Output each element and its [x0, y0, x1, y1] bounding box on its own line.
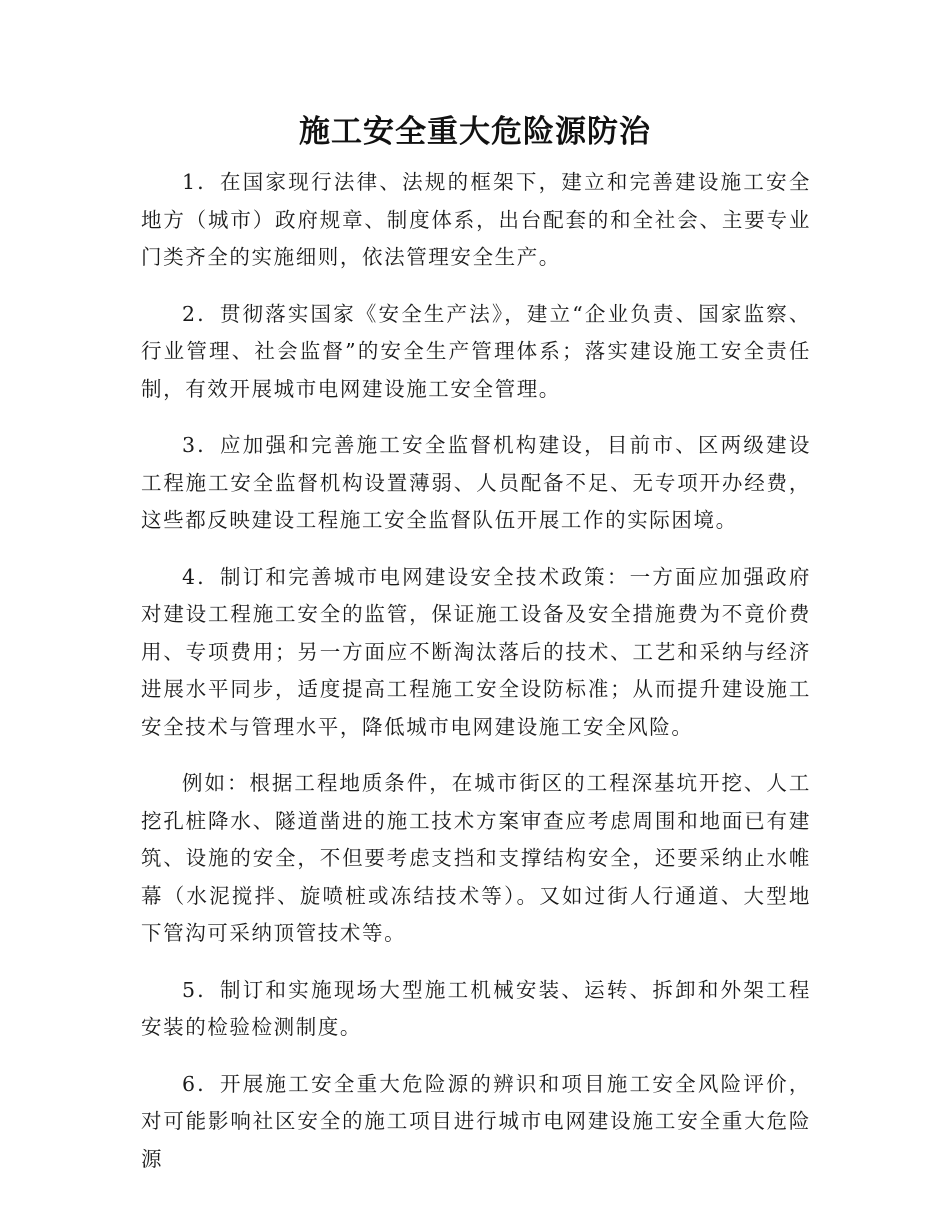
document-title: 施工安全重大危险源防治 — [299, 114, 651, 150]
paragraph-2: 2．贯彻落实国家《安全生产法》，建立“企业负责、国家监察、行业管理、社会监督”的安全生产管理体系；落实建设施工安全责任制，有效开展城市电网建设施工安全管理。 — [141, 301, 811, 401]
paragraph-6: 6．开展施工安全重大危险源的辨识和项目施工安全风险评价，对可能影响社区安全的施工项目进行城市电网建设施工安全重大危险源 — [141, 1071, 811, 1171]
paragraph-4: 4．制订和完善城市电网建设安全技术政策：一方面应加强政府对建设工程施工安全的监管，保证施工设备及安全措施费为不竟价费用、专项费用；另一方面应不断淘汰落后的技术、工艺和采纳与经济进展水平同步，适度提高工程施工安全设防标准；从而提升建设施工安全技术与管理水平，降低城市电网建设施工安全风险。 — [141, 564, 811, 739]
paragraph-1: 1．在国家现行法律、法规的框架下，建立和完善建设施工安全地方（城市）政府规章、制度体系，出台配套的和全社会、主要专业门类齐全的实施细则，依法管理安全生产。 — [141, 170, 811, 269]
paragraph-3: 3．应加强和完善施工安全监督机构建设，目前市、区两级建设工程施工安全监督机构设置薄弱、人员配备不足、无专项开办经费，这些都反映建设工程施工安全监督队伍开展工作的实际困境。 — [141, 433, 811, 532]
paragraph-example: 例如：根据工程地质条件，在城市街区的工程深基坑开挖、人工挖孔桩降水、隧道凿进的施工技术方案审查应考虑周围和地面已有建筑、设施的安全，不但要考虑支挡和支撑结构安全，还要采纳止水帷幕（水泥搅拌、旋喷桩或冻结技术等）。又如过街人行通道、大型地下管沟可采纳顶管技术等。 — [141, 771, 811, 945]
document-body — [141, 164, 811, 1197]
paragraph-5: 5．制订和实施现场大型施工机械安装、运转、拆卸和外架工程安装的检验检测制度。 — [141, 977, 811, 1039]
